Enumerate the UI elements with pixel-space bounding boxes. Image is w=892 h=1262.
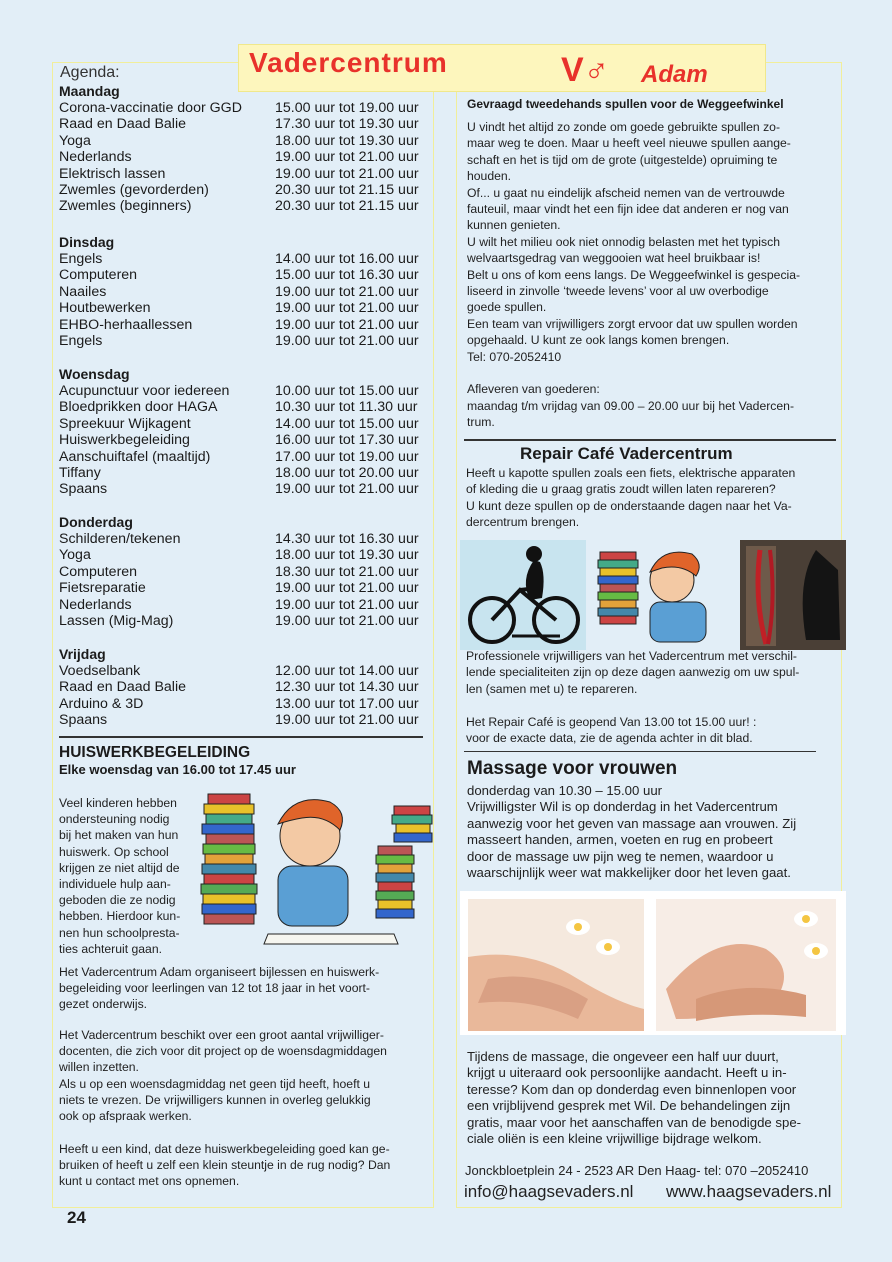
text-line: trum. [467,415,495,430]
repair-title: Repair Café Vadercentrum [520,444,733,463]
hand-massage-photo [656,899,836,1031]
agenda-row [59,564,429,580]
agenda-row [59,317,429,333]
agenda-row [59,531,429,547]
activity-name: Spaans [59,712,108,729]
activity-name: Acupunctuur voor iedereen [59,383,230,399]
text-line: opgehaald. U kunt ze ook langs komen brengen. [467,333,730,348]
text-line: huiswerk. Op school [59,844,169,859]
text-line: kunt u contact met ons opnemen. [59,1174,240,1189]
massage-title: Massage voor vrouwen [467,758,678,779]
activity-name: Corona-vaccinatie door GGD [59,100,242,116]
text-line: Heeft u een kind, dat deze huiswerkbegeleiding goed kan ge- [59,1142,390,1156]
agenda-row [59,432,429,448]
agenda-day-heading: Donderdag [59,514,133,530]
text-line: Heeft u kapotte spullen zoals een fiets, elektrische apparaten [466,466,796,480]
text-line: hebben. Hierdoor kun- [59,909,181,924]
agenda-day-heading: Woensdag [59,366,130,382]
text-line: bruiken of heeft u zelf een klein steuntje in de rug nodig? Dan [59,1158,391,1173]
agenda-row [59,300,429,316]
activity-time: 10.00 uur tot 15.00 uur [275,383,419,399]
text-line: krijgt u uiteraard ook persoonlijke aandacht. Heeft u in- [467,1065,787,1081]
activity-name: Tiffany [59,465,101,481]
text-line: ook op afspraak werken. [59,1109,192,1123]
activity-name: Bloedprikken door HAGA [59,399,218,416]
agenda-day-heading: Vrijdag [59,646,106,662]
text-line: len (samen met u) te repareren. [466,681,638,696]
agenda-row [59,166,429,182]
activity-time: 19.00 uur tot 21.00 uur [275,333,419,349]
logo-text-left: Vadercentrum [249,47,448,78]
clothing-repair-photo [740,540,846,650]
activity-time: 18.00 uur tot 19.30 uur [275,132,419,149]
text-line: voor de exacte data, zie de agenda achter in dit blad. [466,731,753,745]
text-line: lende specialiteiten zijn op deze dagen aanwezig om uw spul- [466,665,800,680]
activity-time: 15.00 uur tot 16.30 uur [275,267,419,284]
activity-name: Zwemles (gevorderden) [59,182,209,198]
activity-time: 19.00 uur tot 21.00 uur [275,283,419,300]
agenda-row [59,251,429,267]
activity-time: 12.00 uur tot 14.00 uur [275,663,419,679]
activity-name: Aanschuiftafel (maaltijd) [59,448,211,465]
text-line: masseert handen, armen, voeten en rug en probeert [467,832,773,848]
huiswerk-subtitle: Elke woensdag van 16.00 tot 17.45 uur [59,762,296,777]
text-line: een vrijblijvend gesprek met Wil. De behandelingen zijn [467,1098,791,1114]
agenda-row [59,679,429,695]
logo-mark: V♂ [561,51,610,89]
agenda-row [59,663,429,679]
text-line: aanwezig voor het geven van massage aan vrouwen. Zij [467,815,797,831]
activity-time: 19.00 uur tot 21.00 uur [275,481,419,498]
activity-time: 19.00 uur tot 21.00 uur [275,596,419,613]
text-line: willen inzetten. [59,1060,139,1075]
activity-time: 18.00 uur tot 20.00 uur [275,465,419,481]
activity-name: Lassen (Mig-Mag) [59,613,174,629]
activity-name: Elektrisch lassen [59,165,166,182]
text-line: begeleiding voor leerlingen van 12 tot 18 jaar in het voort- [59,981,370,996]
text-line: door de massage uw pijn weg te nemen, waardoor u [467,848,774,864]
text-line: geboden die ze nodig [59,893,176,908]
activity-name: Spaans [59,481,108,498]
text-line: Het Vadercentrum beschikt over een groot aantal vrijwilliger- [59,1028,384,1042]
agenda-row [59,597,429,613]
divider [464,751,816,752]
text-line: U wilt het milieu ook niet onnodig belasten met het typisch [467,234,780,249]
activity-time: 19.00 uur tot 21.00 uur [275,149,419,166]
text-line: U kunt deze spullen op de onderstaande dagen naar het Va- [466,498,792,513]
student-with-books-illustration [596,542,724,650]
text-line: Afleveren van goederen: [467,382,600,397]
activity-name: Fietsreparatie [59,580,146,597]
text-line: maar weg te doen. Maar u heeft veel nieuwe spullen aange- [467,136,791,151]
text-line: welvaartsgedrag van weggooien wat heel bruikbaar is! [467,251,761,266]
activity-time: 14.00 uur tot 15.00 uur [275,415,419,432]
text-line: nen hun schoolpresta- [59,925,180,940]
agenda-row [59,267,429,283]
activity-name: EHBO-herhaallessen [59,316,193,333]
activity-time: 18.30 uur tot 21.00 uur [275,563,419,580]
activity-name: Voedselbank [59,663,141,679]
activity-time: 20.30 uur tot 21.15 uur [275,182,419,198]
text-line: liseerd in zinvolle ‘tweede levens’ voor al uw overbodige [467,284,769,298]
agenda-row [59,133,429,149]
activity-time: 19.00 uur tot 21.00 uur [275,300,419,317]
text-line: gezet onderwijs. [59,997,148,1012]
text-line: Het Vadercentrum Adam organiseert bijlessen en huiswerk- [59,965,380,979]
foot-massage-photo [468,899,644,1031]
agenda-row [59,333,429,349]
activity-time: 10.30 uur tot 11.30 uur [275,399,418,416]
activity-name: Naailes [59,283,107,300]
text-line: Of... u gaat nu eindelijk afscheid nemen van de vertrouwde [467,185,785,200]
text-line: bij het maken van hun [59,828,179,843]
footer-address: Jonckbloetplein 24 - 2523 AR Den Haag- tel: 070 –2052410 [465,1163,809,1178]
text-line: Tijdens de massage, die ongeveer een half uur duurt, [467,1049,779,1064]
agenda-row [59,399,429,415]
text-line: waarschijnlijk weer wat makkelijker door het leven gaat. [467,865,791,880]
text-line: schaft en het is tijd om de grote (uitgestelde) opruiming te [467,152,778,167]
divider [59,736,423,738]
text-line: maandag t/m vrijdag van 09.00 – 20.00 uur bij het Vadercen- [467,398,795,413]
text-line: U vindt het altijd zo zonde om goede gebruikte spullen zo- [467,120,781,134]
text-line: houden. [467,169,512,184]
activity-time: 13.00 uur tot 17.00 uur [275,695,419,712]
agenda-row [59,416,429,432]
activity-name: Engels [59,251,103,267]
activity-name: Yoga [59,132,91,149]
agenda-row [59,712,429,728]
activity-name: Nederlands [59,596,132,613]
logo-text-right: Adam [641,61,708,88]
agenda-day-heading: Maandag [59,83,120,99]
vadercentrum-logo [238,44,766,92]
text-line: fauteuil, maar vindt het een fijn idee dat anderen er nog van [467,202,789,216]
footer-website[interactable]: www.haagsevaders.nl [666,1182,832,1201]
text-line: Het Repair Café is geopend Van 13.00 tot 15.00 uur! : [466,714,757,729]
activity-time: 18.00 uur tot 19.30 uur [275,547,419,564]
agenda-row [59,696,429,712]
text-line: goede spullen. [467,300,547,315]
activity-time: 17.00 uur tot 19.00 uur [275,448,419,465]
activity-time: 19.00 uur tot 21.00 uur [275,580,419,597]
text-line: Als u op een woensdagmiddag net geen tijd heeft, hoeft u [59,1076,371,1091]
weggeef-title: Gevraagd tweedehands spullen voor de Weggeefwinkel [467,97,784,111]
text-line: ondersteuning nodig [59,812,170,827]
agenda-row [59,149,429,165]
text-line: Professionele vrijwilligers van het Vadercentrum met verschil- [466,649,797,663]
activity-name: Engels [59,333,103,349]
text-line: kunnen genieten. [467,218,561,233]
text-line: individuele hulp aan- [59,877,171,891]
text-line: ties achteruit gaan. [59,941,162,956]
activity-time: 14.30 uur tot 16.30 uur [275,531,419,547]
agenda-row [59,465,429,481]
activity-time: 19.00 uur tot 21.00 uur [275,165,419,182]
activity-name: Raad en Daad Balie [59,679,186,696]
bicycle-repair-photo [460,540,586,650]
text-line: docenten, die zich voor dit project op de woensdagmiddagen [59,1044,387,1059]
activity-name: Computeren [59,563,138,580]
agenda-row [59,182,429,198]
activity-name: Huiswerkbegeleiding [59,432,190,449]
activity-name: Zwemles (beginners) [59,198,192,215]
agenda-row [59,116,429,132]
text-line: Belt u ons of kom eens langs. De Weggeefwinkel is gespecia- [467,267,801,282]
activity-time: 17.30 uur tot 19.30 uur [275,116,419,133]
activity-name: Schilderen/tekenen [59,531,181,547]
activity-time: 20.30 uur tot 21.15 uur [275,198,419,215]
agenda-row [59,580,429,596]
activity-name: Computeren [59,267,138,284]
text-line: Een team van vrijwilligers zorgt ervoor dat uw spullen worden [467,316,798,331]
agenda-row [59,284,429,300]
activity-time: 15.00 uur tot 19.00 uur [275,100,419,116]
activity-name: Raad en Daad Balie [59,116,186,133]
agenda-row [59,198,429,214]
text-line: gratis, maar voor het aanschaffen van de benodigde spe- [467,1114,802,1130]
activity-name: Nederlands [59,149,132,166]
text-line: niets te vrezen. De vrijwilligers kunnen in overleg gelukkig [59,1092,371,1107]
footer-email[interactable]: info@haagsevaders.nl [464,1182,634,1201]
activity-time: 14.00 uur tot 16.00 uur [275,251,419,267]
text-line: krijgen ze niet altijd de [59,860,180,875]
text-line: donderdag van 10.30 – 15.00 uur [467,783,663,798]
activity-time: 19.00 uur tot 21.00 uur [275,712,419,729]
text-line: teresse? Kom dan op donderdag even binnenlopen voor [467,1081,797,1097]
activity-time: 12.30 uur tot 14.30 uur [275,679,419,696]
text-line: of kleding die u graag gratis zoudt willen laten repareren? [466,482,776,497]
page-number: 24 [67,1208,86,1227]
agenda-row [59,100,429,116]
activity-time: 16.00 uur tot 17.30 uur [275,432,419,449]
agenda-title: Agenda: [60,64,120,81]
activity-name: Spreekuur Wijkagent [59,415,191,432]
text-line: Tel: 070-2052410 [467,349,562,364]
activity-name: Arduino & 3D [59,695,144,712]
text-line: dercentrum brengen. [466,515,580,530]
divider [464,439,836,441]
agenda-row [59,449,429,465]
text-line: Vrijwilligster Wil is op donderdag in het Vadercentrum [467,799,778,815]
agenda-row [59,481,429,497]
agenda-day-heading: Dinsdag [59,234,115,250]
activity-time: 19.00 uur tot 21.00 uur [275,613,419,629]
agenda-row [59,383,429,399]
activity-time: 19.00 uur tot 21.00 uur [275,316,419,333]
activity-name: Yoga [59,547,91,564]
text-line: ciale oliën is een kleine vrijwillige bijdrage welkom. [467,1131,762,1146]
student-with-books-illustration [198,784,440,952]
huiswerk-title: HUISWERKBEGELEIDING [59,744,251,761]
agenda-row [59,547,429,563]
text-line: Veel kinderen hebben [59,796,177,810]
activity-name: Houtbewerken [59,300,151,317]
agenda-row [59,613,429,629]
